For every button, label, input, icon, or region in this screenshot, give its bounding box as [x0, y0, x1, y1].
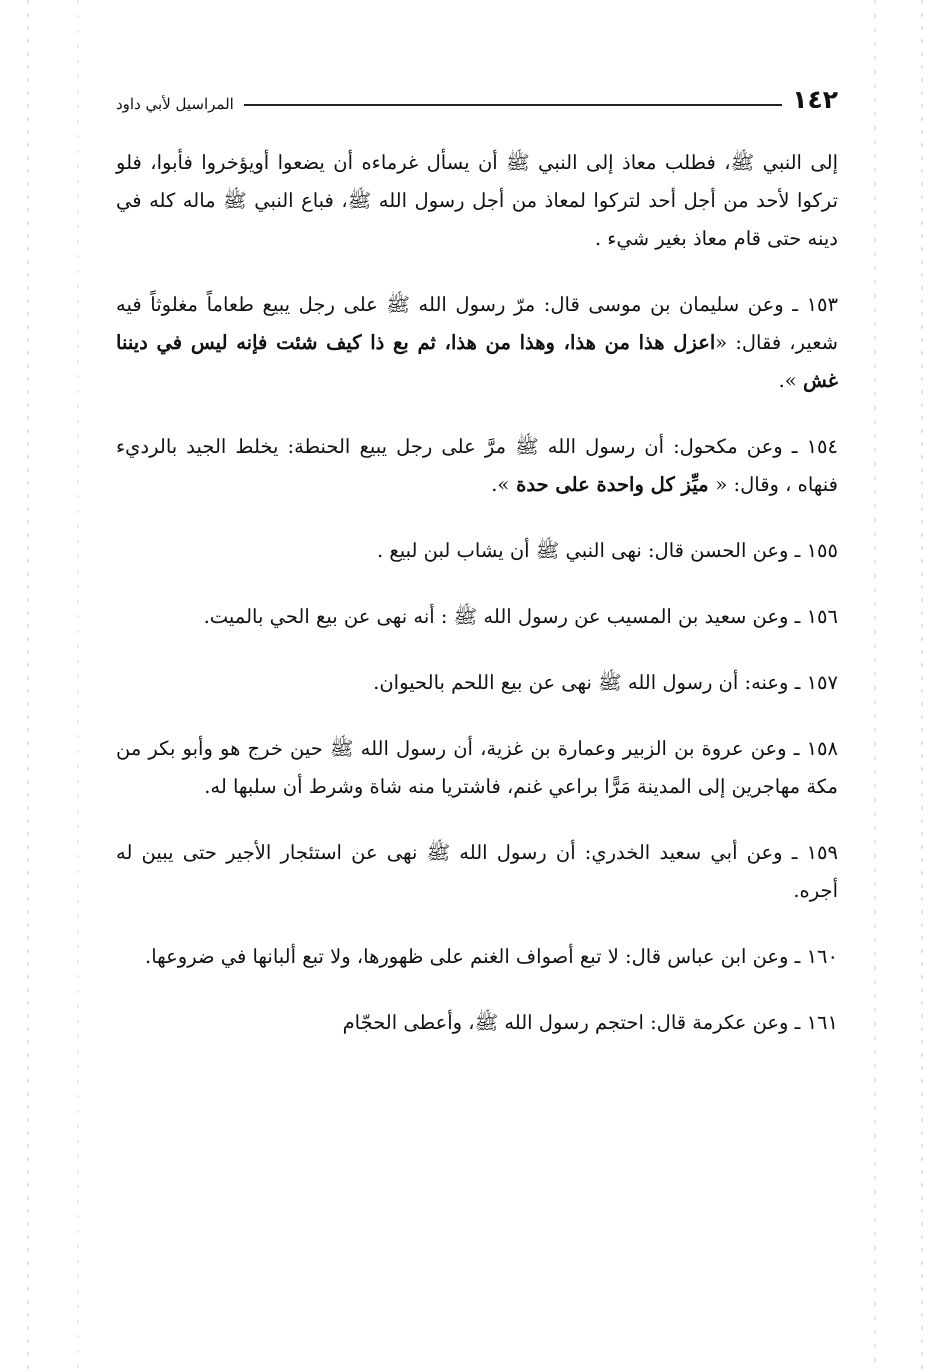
page-header: [116, 80, 838, 114]
paragraph-160: ١٦٠ ـ وعن ابن عباس قال: لا تبع أصواف الغنم على ظهورها، ولا تبع ألبانها في ضروعها.: [145, 945, 838, 968]
paragraph-159: ١٥٩ ـ وعن أبي سعيد الخدري: أن رسول الله ﷺ نهى عن استئجار الأجير حتى يبين له أجره.: [116, 841, 838, 902]
book-title: المراسيل لأبي داود: [116, 95, 234, 113]
paragraph-161: ١٦١ ـ وعن عكرمة قال: احتجم رسول الله ﷺ، وأعطى الحجّام: [342, 1011, 838, 1034]
hadith-quote: ميِّز كل واحدة على حدة: [509, 473, 716, 496]
page-content: [116, 144, 838, 1042]
book-page: [116, 80, 838, 1070]
hadith-quote: اعزل هذا من هذا، وهذا من هذا، ثم بع ذا كيف شئت فإنه ليس في ديننا غش: [116, 331, 838, 392]
paragraph-154: ١٥٤ ـ وعن مكحول: أن رسول الله ﷺ مرَّ على رجل يبيع الحنطة: يخلط الجيد بالرديء فنهاه ، وقال: « ميِّز كل واحدة على حدة ».: [116, 435, 838, 496]
paragraph-continuation: إلى النبي ﷺ، فطلب معاذ إلى النبي ﷺ أن يسأل غرماءه أن يضعوا أويؤخروا فأبوا، فلو تركوا لأحد من أجل أحد لتركوا لمعاذ من أجل رسول الله ﷺ، فباع النبي ﷺ ماله كله في دينه حتى قام معاذ بغير شيء .: [116, 151, 838, 250]
page-number: ١٤٢: [792, 85, 838, 114]
header-rule: [244, 104, 782, 106]
paragraph-157: ١٥٧ ـ وعنه: أن رسول الله ﷺ نهى عن بيع اللحم بالحيوان.: [373, 671, 838, 694]
paragraph-156: ١٥٦ ـ وعن سعيد بن المسيب عن رسول الله ﷺ : أنه نهى عن بيع الحي بالميت.: [203, 605, 838, 628]
paragraph-158: ١٥٨ ـ وعن عروة بن الزبير وعمارة بن غزية، أن رسول الله ﷺ حين خرج هو وأبو بكر من مكة مهاجرين إلى المدينة مَرًّا براعي غنم، فاشتريا منه شاة وشرط أن سلبها له.: [116, 737, 838, 798]
paragraph-155: ١٥٥ ـ وعن الحسن قال: نهى النبي ﷺ أن يشاب لبن لبيع .: [376, 539, 838, 562]
paragraph-153: ١٥٣ ـ وعن سليمان بن موسى قال: مرّ رسول الله ﷺ على رجل يبيع طعاماً مغلوثاً فيه شعير، فقال: «اعزل هذا من هذا، وهذا من هذا، ثم بع ذا كيف شئت فإنه ليس في ديننا غش ».: [116, 293, 838, 392]
